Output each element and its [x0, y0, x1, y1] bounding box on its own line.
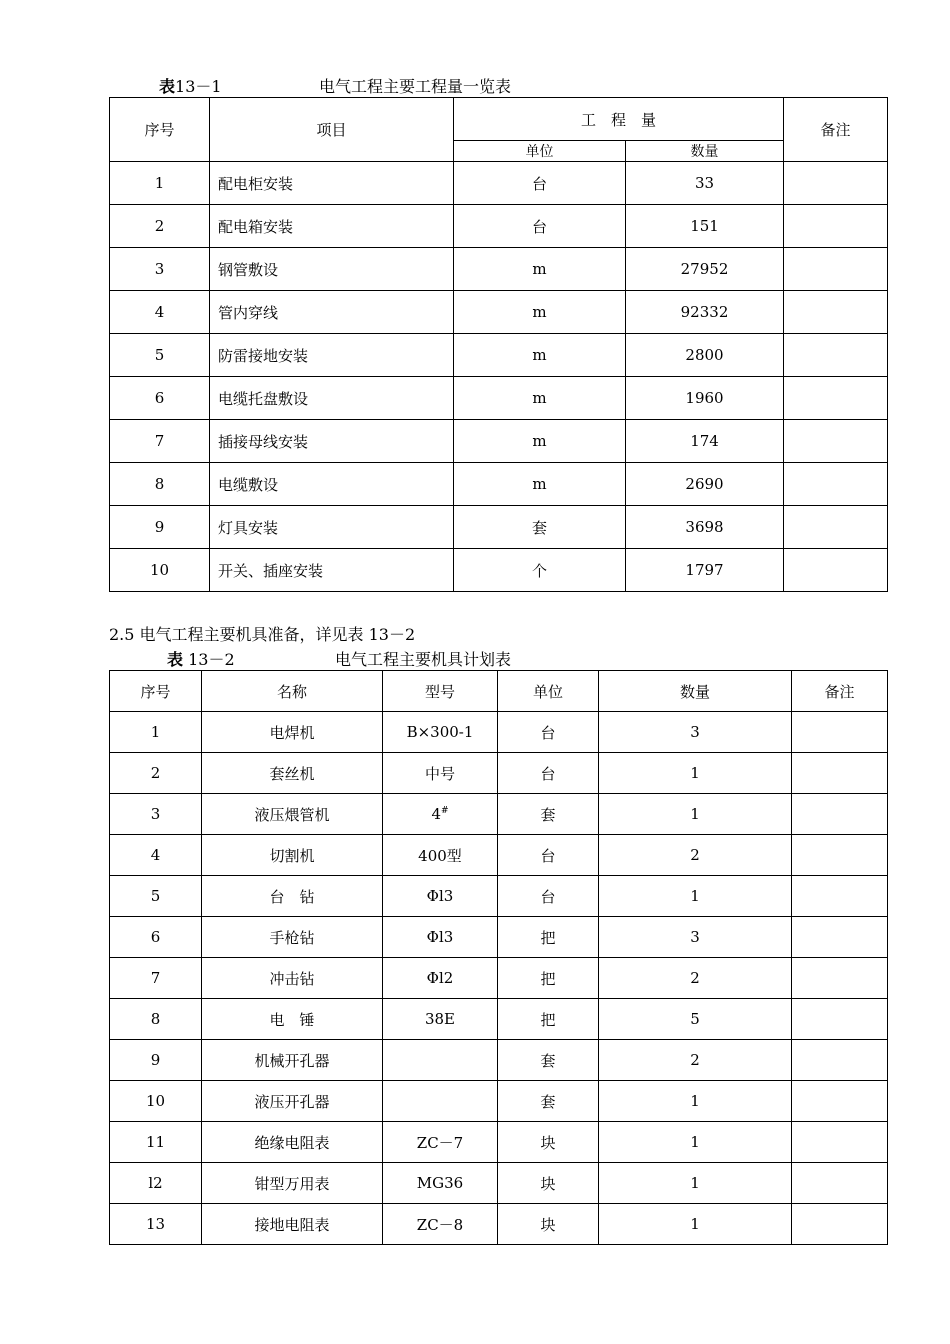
row-remark: [784, 506, 888, 549]
table1-caption-lead: 表: [159, 77, 176, 96]
row-model-text: ZC－8: [416, 1215, 464, 1234]
table1-header-remark: 备注: [784, 98, 888, 162]
row-item: 管内穿线: [210, 291, 454, 334]
row-remark: [792, 1122, 888, 1163]
row-unit: 台: [498, 753, 599, 794]
row-item: 防雷接地安装: [210, 334, 454, 377]
row-number: 7: [110, 958, 202, 999]
row-number: 3: [110, 794, 202, 835]
row-model: [383, 794, 498, 835]
row-name: 台 钻: [202, 876, 383, 917]
table2-header-model: 型号: [383, 671, 498, 712]
row-remark: [792, 712, 888, 753]
row-number: 3: [110, 248, 210, 291]
table1-caption: [159, 74, 222, 97]
row-model-text: Φl2: [426, 969, 454, 987]
table-row: [110, 753, 888, 794]
table-row: [110, 291, 888, 334]
table2-header-no: 序号: [110, 671, 202, 712]
table-row: [110, 1204, 888, 1245]
row-model-text: Φl3: [426, 928, 454, 946]
row-number: 1: [110, 162, 210, 205]
row-quantity: 1: [599, 794, 792, 835]
row-quantity: 1797: [626, 549, 784, 592]
row-name: 机械开孔器: [202, 1040, 383, 1081]
row-unit: 套: [498, 1040, 599, 1081]
table-row: [110, 377, 888, 420]
row-name: 切割机: [202, 835, 383, 876]
row-remark: [792, 753, 888, 794]
row-model-text: Φl3: [426, 887, 454, 905]
table2-caption-lead: 表: [167, 650, 184, 669]
row-model: [383, 999, 498, 1040]
row-unit: 块: [498, 1163, 599, 1204]
row-remark: [792, 917, 888, 958]
row-quantity: 1: [599, 1163, 792, 1204]
table2-header-unit: 单位: [498, 671, 599, 712]
row-model-text: ZC－7: [416, 1133, 464, 1152]
row-remark: [784, 162, 888, 205]
row-unit: 把: [498, 958, 599, 999]
table-row: [110, 958, 888, 999]
table-row: [110, 334, 888, 377]
row-quantity: 174: [626, 420, 784, 463]
table2-caption: [167, 647, 235, 670]
row-model: [383, 712, 498, 753]
row-item: 配电箱安装: [210, 205, 454, 248]
row-unit: 台: [498, 876, 599, 917]
row-model-text: 38E: [424, 1010, 456, 1028]
table-row: [110, 999, 888, 1040]
table-row: [110, 1122, 888, 1163]
row-remark: [784, 377, 888, 420]
row-name: 电焊机: [202, 712, 383, 753]
table2-header-name: 名称: [202, 671, 383, 712]
row-quantity: 1960: [626, 377, 784, 420]
table-row: [110, 463, 888, 506]
row-remark: [784, 291, 888, 334]
row-number: 2: [110, 753, 202, 794]
row-remark: [784, 420, 888, 463]
table2-title: 电气工程主要机具计划表: [335, 650, 512, 669]
row-quantity: 1: [599, 876, 792, 917]
row-model: [383, 1081, 498, 1122]
table2-header-remark: 备注: [792, 671, 888, 712]
table2-header-quantity: 数量: [599, 671, 792, 712]
row-remark: [792, 1163, 888, 1204]
table-row: [110, 549, 888, 592]
row-number: 1: [110, 712, 202, 753]
table1-caption-number: 13－1: [175, 77, 222, 96]
row-remark: [792, 794, 888, 835]
row-number: 5: [110, 876, 202, 917]
row-name: 电 锤: [202, 999, 383, 1040]
row-model-text: 4: [431, 805, 441, 823]
row-number: l2: [110, 1163, 202, 1204]
table-row: [110, 794, 888, 835]
table1-header-quantity: 数量: [626, 141, 784, 162]
row-remark: [784, 248, 888, 291]
row-unit: m: [454, 420, 626, 463]
row-remark: [792, 1040, 888, 1081]
row-item: 开关、插座安装: [210, 549, 454, 592]
row-model: [383, 958, 498, 999]
row-quantity: 2800: [626, 334, 784, 377]
row-unit: m: [454, 291, 626, 334]
row-number: 10: [110, 549, 210, 592]
row-quantity: 33: [626, 162, 784, 205]
row-model: [383, 917, 498, 958]
row-unit: m: [454, 248, 626, 291]
table-row: [110, 1081, 888, 1122]
table1-header-quantity-group: 工 程 量: [454, 98, 784, 141]
row-name: 绝缘电阻表: [202, 1122, 383, 1163]
row-remark: [784, 334, 888, 377]
engineering-quantity-table: [109, 97, 888, 592]
row-quantity: 3698: [626, 506, 784, 549]
row-number: 2: [110, 205, 210, 248]
row-quantity: 5: [599, 999, 792, 1040]
table-row: [110, 205, 888, 248]
table2-caption-number: 13－2: [183, 650, 235, 669]
row-remark: [784, 205, 888, 248]
row-unit: 台: [454, 205, 626, 248]
row-number: 10: [110, 1081, 202, 1122]
table-row: [110, 248, 888, 291]
row-number: 9: [110, 1040, 202, 1081]
row-quantity: 92332: [626, 291, 784, 334]
table1-header-unit: 单位: [454, 141, 626, 162]
table2-header-row: [110, 671, 888, 712]
row-model-superscript: #: [441, 806, 449, 816]
table-row: [110, 420, 888, 463]
row-name: 套丝机: [202, 753, 383, 794]
row-unit: 把: [498, 917, 599, 958]
table-row: [110, 712, 888, 753]
row-remark: [792, 958, 888, 999]
table-row: [110, 506, 888, 549]
row-quantity: 1: [599, 1122, 792, 1163]
row-remark: [792, 1204, 888, 1245]
table-row: [110, 835, 888, 876]
row-unit: 套: [454, 506, 626, 549]
row-item: 灯具安装: [210, 506, 454, 549]
row-unit: 个: [454, 549, 626, 592]
row-remark: [792, 835, 888, 876]
table1-header-no: 序号: [110, 98, 210, 162]
row-quantity: 151: [626, 205, 784, 248]
row-remark: [792, 999, 888, 1040]
row-quantity: 2: [599, 1040, 792, 1081]
row-model: [383, 835, 498, 876]
row-item: 配电柜安装: [210, 162, 454, 205]
row-name: 钳型万用表: [202, 1163, 383, 1204]
row-unit: 台: [498, 835, 599, 876]
row-item: 电缆敷设: [210, 463, 454, 506]
row-model: [383, 876, 498, 917]
row-remark: [792, 1081, 888, 1122]
row-unit: 台: [454, 162, 626, 205]
row-number: 8: [110, 463, 210, 506]
row-model: [383, 1040, 498, 1081]
row-unit: 套: [498, 794, 599, 835]
table1-title: 电气工程主要工程量一览表: [319, 77, 512, 96]
row-number: 9: [110, 506, 210, 549]
row-unit: 套: [498, 1081, 599, 1122]
row-quantity: 1: [599, 1081, 792, 1122]
row-quantity: 3: [599, 712, 792, 753]
row-number: 11: [110, 1122, 202, 1163]
row-item: 电缆托盘敷设: [210, 377, 454, 420]
row-number: 4: [110, 291, 210, 334]
table1-header-item: 项目: [210, 98, 454, 162]
row-unit: m: [454, 463, 626, 506]
row-quantity: 27952: [626, 248, 784, 291]
row-unit: 台: [498, 712, 599, 753]
row-model-text: MG36: [416, 1174, 464, 1192]
row-model: [383, 1163, 498, 1204]
row-name: 液压开孔器: [202, 1081, 383, 1122]
row-item: 插接母线安装: [210, 420, 454, 463]
row-unit: 块: [498, 1204, 599, 1245]
row-number: 6: [110, 917, 202, 958]
row-number: 5: [110, 334, 210, 377]
row-name: 冲击钻: [202, 958, 383, 999]
row-name: 液压煨管机: [202, 794, 383, 835]
row-unit: m: [454, 377, 626, 420]
row-number: 8: [110, 999, 202, 1040]
row-item: 钢管敷设: [210, 248, 454, 291]
table-row: [110, 1163, 888, 1204]
row-number: 13: [110, 1204, 202, 1245]
row-model-text: 400型: [418, 846, 462, 865]
row-number: 7: [110, 420, 210, 463]
row-model-text: B×300-1: [406, 723, 474, 741]
row-unit: 把: [498, 999, 599, 1040]
equipment-plan-table: [109, 670, 888, 1245]
row-quantity: 2690: [626, 463, 784, 506]
row-model: [383, 753, 498, 794]
row-model: [383, 1204, 498, 1245]
table-row: [110, 1040, 888, 1081]
row-remark: [784, 463, 888, 506]
row-model-text: 中号: [424, 764, 455, 783]
row-unit: 块: [498, 1122, 599, 1163]
row-quantity: 2: [599, 958, 792, 999]
row-quantity: 1: [599, 753, 792, 794]
table1-header-row: [110, 98, 888, 141]
row-quantity: 3: [599, 917, 792, 958]
section-heading: 2.5 电气工程主要机具准备，详见表 13－2: [109, 625, 416, 644]
row-quantity: 2: [599, 835, 792, 876]
row-quantity: 1: [599, 1204, 792, 1245]
row-number: 6: [110, 377, 210, 420]
row-model: [383, 1122, 498, 1163]
row-name: 接地电阻表: [202, 1204, 383, 1245]
table-row: [110, 876, 888, 917]
table-row: [110, 162, 888, 205]
row-remark: [792, 876, 888, 917]
row-unit: m: [454, 334, 626, 377]
row-remark: [784, 549, 888, 592]
table-row: [110, 917, 888, 958]
row-number: 4: [110, 835, 202, 876]
row-name: 手枪钻: [202, 917, 383, 958]
